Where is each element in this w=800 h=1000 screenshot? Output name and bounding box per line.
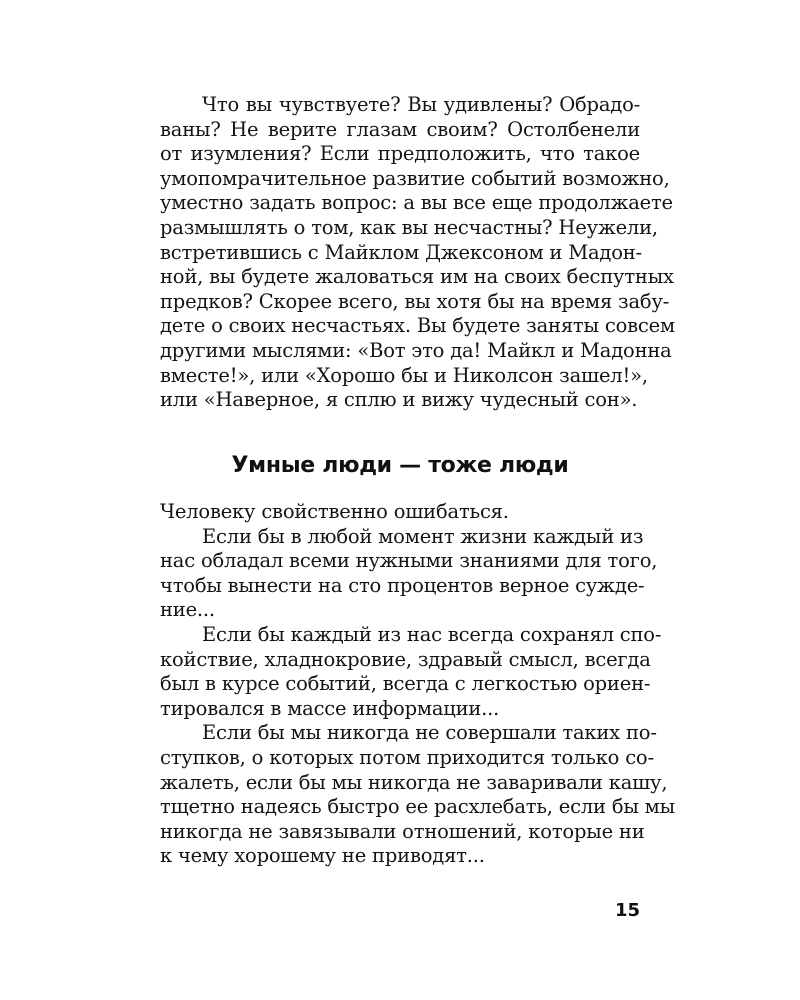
intro-paragraph — [160, 93, 675, 413]
text-line: Что вы чувствуете? Вы удивлены? Обрадо- — [202, 93, 640, 116]
text-line: нас обладал всеми нужными знаниями для того, — [160, 549, 658, 573]
text-line: ступков, о которых потом приходится только со- — [160, 745, 654, 769]
text-line: никогда не завязывали отношений, которые ни — [160, 819, 645, 843]
body-text — [160, 500, 675, 869]
text-line: уместно задать вопрос: а вы все еще продолжаете — [160, 191, 673, 215]
text-line: койствие, хладнокровие, здравый смысл, всегда — [160, 647, 651, 671]
text-line: ние... — [160, 598, 215, 622]
text-line: предков? Скорее всего, вы хотя бы на время забу- — [160, 289, 670, 313]
text-line: от изумления? Если предположить, что такое — [160, 142, 640, 166]
text-line: Если бы в любой момент жизни каждый из — [202, 524, 644, 548]
text-line: размышлять о том, как вы несчастны? Неужели, — [160, 215, 658, 239]
text-line: встретившись с Майклом Джексоном и Мадон- — [160, 240, 642, 264]
text-line: был в курсе событий, всегда с легкостью ориен- — [160, 672, 651, 696]
text-line: умопомрачительное развитие событий возможно, — [160, 166, 670, 190]
text-line: Если бы мы никогда не совершали таких по- — [202, 721, 657, 745]
text-line: вместе!», или «Хорошо бы и Николсон зашел!», — [160, 363, 648, 387]
text-line: тировался в массе информации... — [160, 696, 500, 720]
text-line: к чему хорошему не приводят... — [160, 844, 485, 868]
page-number: 15 — [614, 900, 640, 921]
text-line: ной, вы будете жаловаться им на своих беспутных — [160, 265, 674, 289]
text-line: тщетно надеясь быстро ее расхлебать, если бы мы — [160, 795, 675, 819]
text-line: дете о своих несчастьях. Вы будете заняты совсем — [160, 314, 675, 338]
text-line: жалеть, если бы мы никогда не заваривали кашу, — [160, 770, 668, 794]
text-line: ваны? Не верите глазам своим? Остолбенели — [160, 117, 640, 141]
text-line: чтобы вынести на сто процентов верное сужде- — [160, 573, 645, 597]
text-line: другими мыслями: «Вот это да! Майкл и Мадонна — [160, 338, 672, 362]
section-heading: Умные люди — тоже люди — [231, 453, 569, 478]
text-line: Если бы каждый из нас всегда сохранял спо- — [202, 622, 662, 646]
text-line: Человеку свойственно ошибаться. — [160, 500, 509, 523]
text-line: или «Наверное, я сплю и вижу чудесный сон». — [160, 388, 638, 412]
